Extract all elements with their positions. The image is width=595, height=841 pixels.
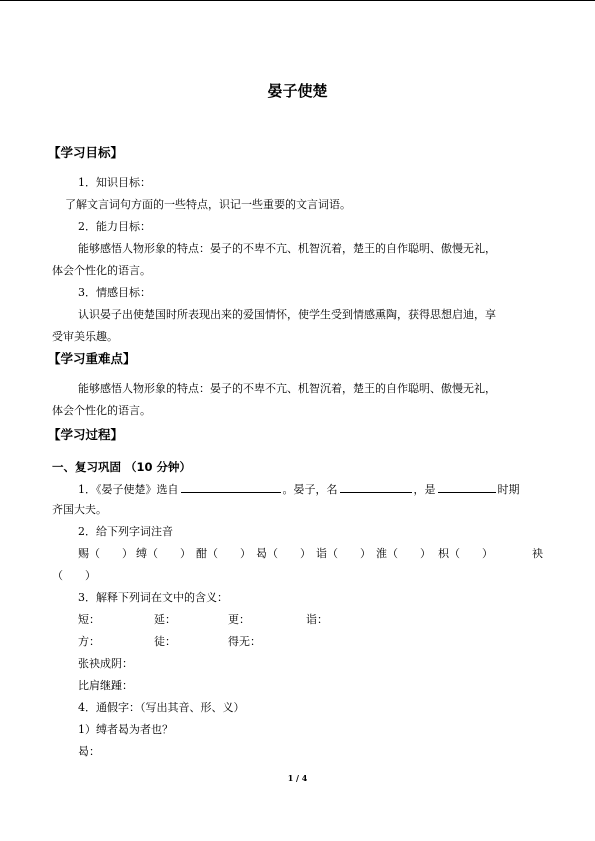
question-1-line1 <box>78 481 520 497</box>
definition-row-1 <box>78 613 378 627</box>
definition-item: 延： <box>154 613 176 626</box>
definition-item: 徒： <box>154 635 176 648</box>
pinyin-item: 曷（ ） <box>256 547 311 560</box>
question-4-item-1: 1）缚者曷为者也？ <box>78 723 173 736</box>
goal3-text-line1: 认识晏子出使楚国时所表现出来的爱国情怀，使学生受到情感熏陶，获得思想启迪，享 <box>78 308 496 321</box>
q1-text-b: 。晏子，名 <box>282 483 338 496</box>
question-2-label: 2．给下列字词注音 <box>78 525 173 538</box>
pinyin-row <box>78 547 548 561</box>
pinyin-item: 赐（ ） <box>78 547 133 560</box>
definition-item: 诣： <box>306 613 328 626</box>
pinyin-item: 淮（ ） <box>376 547 431 560</box>
key-points-line2: 体会个性化的语言。 <box>52 404 151 417</box>
key-points-line1: 能够感悟人物形象的特点：晏子的不卑不亢、机智沉着，楚王的自作聪明、傲慢无礼， <box>78 382 496 395</box>
page-title: 晏子使楚 <box>267 82 328 100</box>
goal3-label: 3．情感目标： <box>78 286 151 299</box>
page-number: 1 / 4 <box>287 773 308 783</box>
key-points-heading: 【学习重难点】 <box>48 351 136 366</box>
question-1-line2: 齐国大夫。 <box>52 503 107 516</box>
q1-text-c: ，是 <box>413 483 436 496</box>
definition-row-2 <box>78 635 378 649</box>
goals-heading: 【学习目标】 <box>48 145 124 160</box>
pinyin-item-wrap: （ ） <box>52 569 96 582</box>
question-4-label: 4．通假字：（写出其音、形、义） <box>78 701 245 714</box>
definition-line-3: 张袂成阴： <box>78 657 133 670</box>
q1-blank-name[interactable] <box>340 481 412 493</box>
question-3-label: 3．解释下列词在文中的含义： <box>78 591 228 604</box>
pinyin-item: 酣（ ） <box>196 547 251 560</box>
pinyin-item: 缚（ ） <box>136 547 191 560</box>
goal2-text-line1: 能够感悟人物形象的特点：晏子的不卑不亢、机智沉着，楚王的自作聪明、傲慢无礼， <box>78 242 496 255</box>
goal2-label: 2．能力目标： <box>78 220 151 233</box>
definition-item: 得无： <box>228 635 261 648</box>
pinyin-char: 袂 <box>532 547 543 560</box>
q1-blank-source[interactable] <box>181 481 281 493</box>
definition-item: 短： <box>78 613 100 626</box>
top-border <box>0 0 595 1</box>
process-heading: 【学习过程】 <box>48 427 124 442</box>
goal2-text-line2: 体会个性化的语言。 <box>52 264 151 277</box>
definition-line-4: 比肩继踵： <box>78 679 133 692</box>
q1-blank-period[interactable] <box>438 481 496 493</box>
q1-text-d: 时期 <box>497 483 520 496</box>
goal1-label: 1．知识目标： <box>78 176 151 189</box>
definition-item: 方： <box>78 635 100 648</box>
q1-text-a: 1．《晏子使楚》选自 <box>78 483 179 496</box>
goal3-text-line2: 受审美乐趣。 <box>52 330 118 343</box>
definition-item: 更： <box>228 613 250 626</box>
pinyin-item: 枳（ ） <box>438 547 493 560</box>
goal1-text: 了解文言词句方面的一些特点，识记一些重要的文言词语。 <box>65 198 351 211</box>
pinyin-item: 诣（ ） <box>316 547 371 560</box>
question-4-answer-1: 曷： <box>78 745 100 758</box>
review-heading: 一、复习巩固 （10 分钟） <box>52 460 192 474</box>
